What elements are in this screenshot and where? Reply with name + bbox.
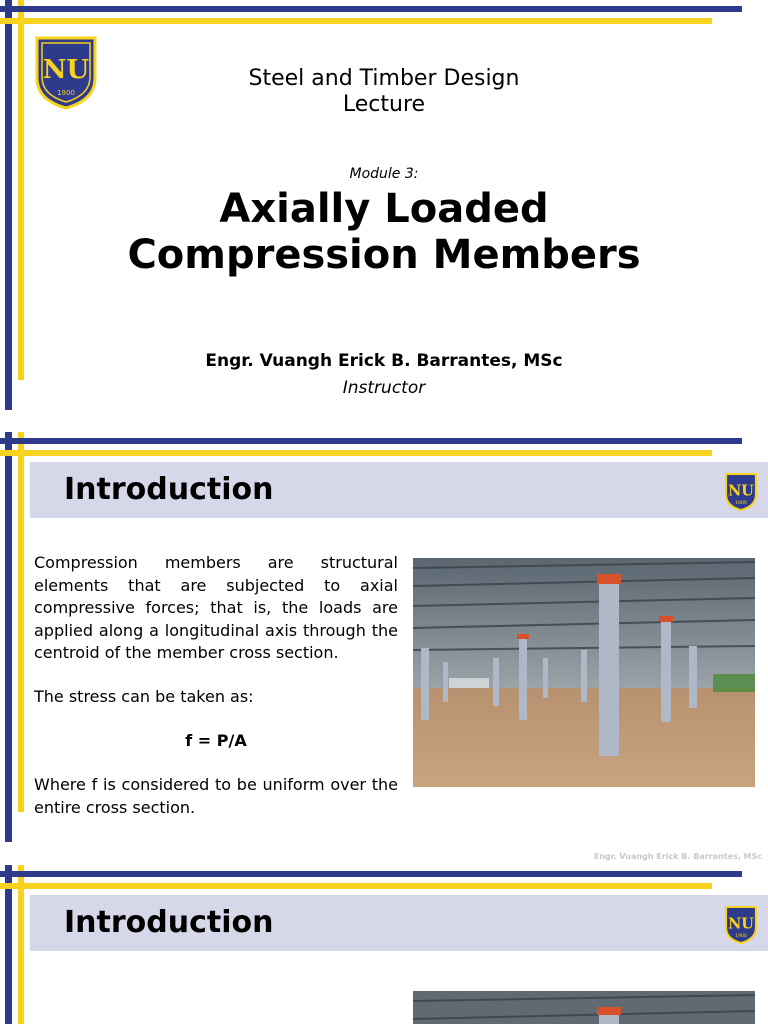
- top-navy-bar: [0, 871, 742, 877]
- steel-columns-photo: [413, 558, 755, 787]
- logo-monogram: NU: [728, 915, 754, 933]
- left-navy-bar: [5, 432, 12, 842]
- top-gold-bar: [0, 18, 712, 24]
- uniform-stress-text: Where f is considered to be uniform over the entire cross section.: [34, 775, 398, 817]
- slide-heading: Introduction: [64, 472, 274, 507]
- steel-columns-photo-partial: [413, 991, 755, 1024]
- header-band: [30, 462, 768, 518]
- stress-formula: f = P/A: [185, 731, 247, 750]
- university-logo-small: [724, 903, 758, 945]
- author-name: Engr. Vuangh Erick B. Barrantes, MSc: [205, 351, 563, 371]
- logo-year: 1900: [735, 933, 747, 939]
- top-navy-bar: [0, 6, 742, 12]
- top-gold-bar: [0, 450, 712, 456]
- top-gold-bar: [0, 883, 712, 889]
- lecture-title-line2: Compression Members: [127, 232, 641, 278]
- module-label: Module 3:: [349, 166, 419, 182]
- university-logo-small: [724, 470, 758, 512]
- logo-year: 1900: [735, 500, 747, 506]
- slide-introduction: [0, 432, 768, 861]
- header-band: [30, 895, 768, 951]
- top-navy-bar: [0, 438, 742, 444]
- course-title-line2: Lecture: [342, 92, 426, 117]
- course-title-line1: Steel and Timber Design: [248, 66, 520, 91]
- slide-title: [0, 0, 768, 420]
- slide-introduction-2: [0, 865, 768, 1024]
- author-role: Instructor: [342, 378, 426, 398]
- left-gold-bar: [18, 432, 24, 812]
- logo-monogram: NU: [728, 482, 754, 500]
- definition-paragraph: Compression members are structural elements that are subjected to axial compressive forces; that is, the loads are applied along a longitudinal axis through the centroid of the member cross section.: [34, 553, 398, 662]
- footer-credit: Engr. Vuangh Erick B. Barrantes, MSc: [593, 852, 762, 861]
- slide-heading: Introduction: [64, 905, 274, 940]
- logo-year: 1900: [57, 89, 75, 97]
- lecture-title-line1: Axially Loaded: [219, 186, 549, 232]
- stress-intro-text: The stress can be taken as:: [34, 687, 254, 706]
- logo-monogram: NU: [42, 55, 90, 85]
